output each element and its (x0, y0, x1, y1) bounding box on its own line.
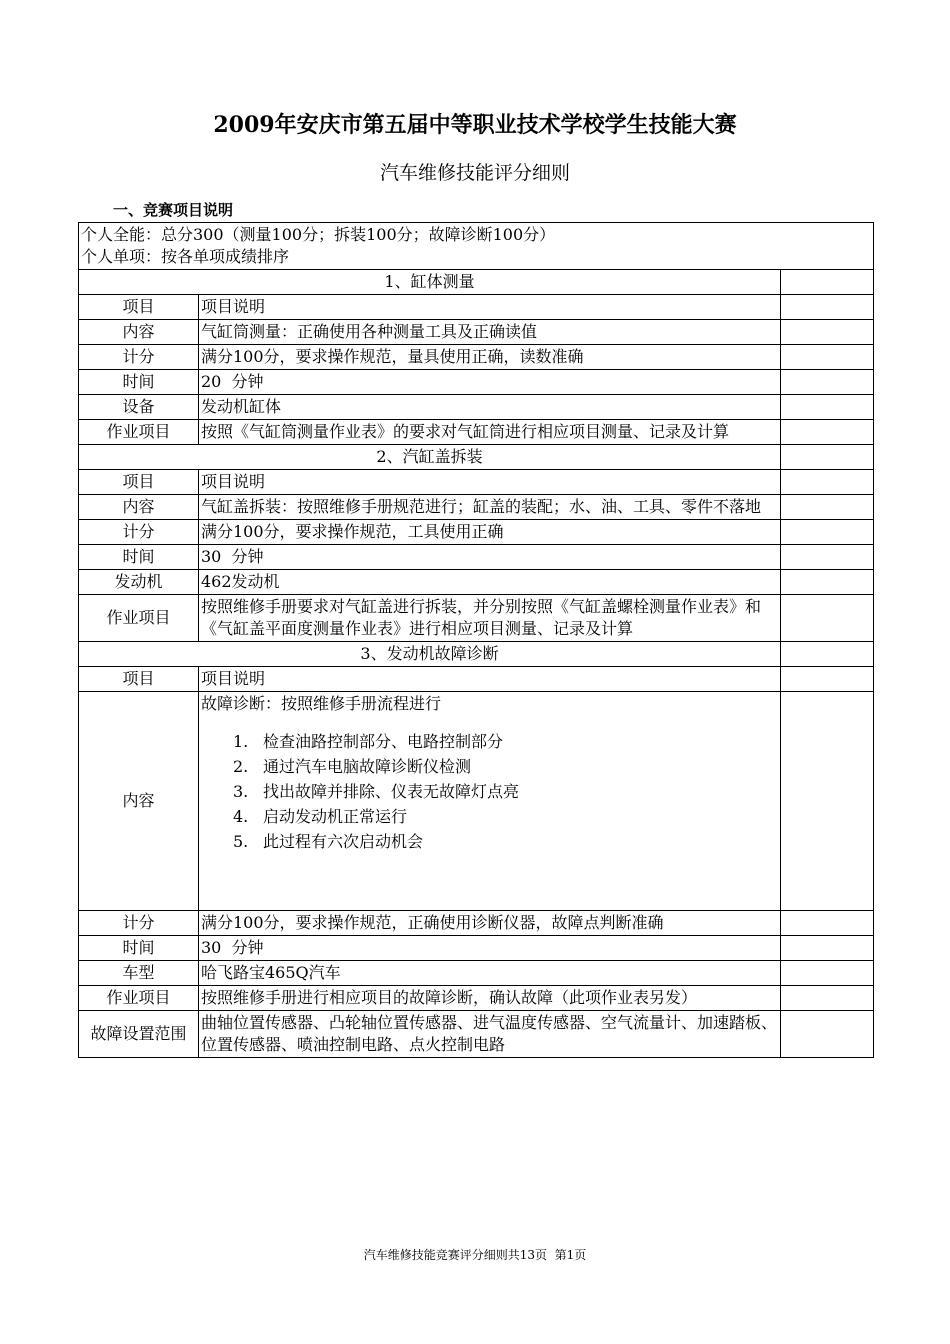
row-label: 设备 (79, 395, 199, 420)
intro-row (79, 223, 874, 270)
row-label: 项目 (79, 470, 199, 495)
table-row (79, 495, 874, 520)
row-label: 作业项目 (79, 420, 199, 445)
procedure-list (201, 729, 778, 854)
table-row (79, 420, 874, 445)
row-text: 气缸盖拆装：按照维修手册规范进行；缸盖的装配；水、油、工具、零件不落地 (199, 495, 781, 520)
intro-line-single: 个人单项：按各单项成绩排序 (81, 247, 290, 266)
row-text: 满分100分，要求操作规范，正确使用诊断仪器，故障点判断准确 (199, 911, 781, 936)
row-text: 满分100分，要求操作规范，量具使用正确，读数准确 (199, 345, 781, 370)
section-header-row (79, 445, 874, 470)
table-row (79, 545, 874, 570)
list-item: 1. 检查油路控制部分、电路控制部分 (233, 732, 504, 751)
section-heading: 一、竞赛项目说明 (113, 201, 234, 219)
table-row (79, 936, 874, 961)
table-row (79, 570, 874, 595)
row-label: 作业项目 (79, 595, 199, 642)
row-text: 故障诊断：按照维修手册流程进行 (201, 694, 442, 713)
row-text: 按照维修手册要求对气缸盖进行拆装，并分别按照《气缸盖螺栓测量作业表》和《气缸盖平面度测量作业表》进行相应项目测量、记录及计算 (199, 595, 781, 642)
row-text: 按照维修手册进行相应项目的故障诊断，确认故障（此项作业表另发） (199, 986, 781, 1011)
row-label: 计分 (79, 520, 199, 545)
row-text-with-list (199, 692, 781, 911)
row-label: 发动机 (79, 570, 199, 595)
row-text: 哈飞路宝465Q汽车 (199, 961, 781, 986)
row-text: 按照《气缸筒测量作业表》的要求对气缸筒进行相应项目测量、记录及计算 (199, 420, 781, 445)
row-text: 项目说明 (199, 295, 781, 320)
row-label: 项目 (79, 295, 199, 320)
row-label: 时间 (79, 370, 199, 395)
row-label: 时间 (79, 545, 199, 570)
page-footer: 汽车维修技能竞赛评分细则共13页 第1页 (363, 1248, 587, 1262)
row-text: 项目说明 (199, 667, 781, 692)
row-label: 内容 (79, 495, 199, 520)
table-row (79, 692, 874, 911)
section-header: 1、缸体测量 (79, 270, 781, 295)
table-row (79, 961, 874, 986)
row-label: 故障设置范围 (79, 1011, 199, 1058)
row-text: 满分100分，要求操作规范，工具使用正确 (199, 520, 781, 545)
row-text: 30 分钟 (199, 936, 781, 961)
row-text: 发动机缸体 (199, 395, 781, 420)
table-row (79, 595, 874, 642)
row-text: 气缸筒测量：正确使用各种测量工具及正确读值 (199, 320, 781, 345)
row-label: 项目 (79, 667, 199, 692)
table-row (79, 520, 874, 545)
row-text: 462发动机 (199, 570, 781, 595)
list-item: 4. 启动发动机正常运行 (233, 807, 408, 826)
table-row (79, 667, 874, 692)
list-item: 2. 通过汽车电脑故障诊断仪检测 (233, 757, 472, 776)
table-row (79, 395, 874, 420)
list-item: 3. 找出故障并排除、仪表无故障灯点亮 (233, 782, 520, 801)
document-title: 2009年安庆市第五届中等职业技术学校学生技能大赛 (213, 112, 737, 138)
section-header: 3、发动机故障诊断 (79, 642, 781, 667)
row-label: 计分 (79, 911, 199, 936)
table-row (79, 986, 874, 1011)
intro-line-total: 个人全能：总分300（测量100分；拆装100分；故障诊断100分） (81, 225, 556, 244)
intro-cell (79, 223, 874, 270)
row-label: 内容 (79, 320, 199, 345)
table-row (79, 1011, 874, 1058)
table-row (79, 470, 874, 495)
table-row (79, 320, 874, 345)
row-text: 30 分钟 (199, 545, 781, 570)
table-row (79, 295, 874, 320)
table-row (79, 345, 874, 370)
list-item: 5. 此过程有六次启动机会 (233, 832, 424, 851)
section-header: 2、汽缸盖拆装 (79, 445, 781, 470)
row-text: 20 分钟 (199, 370, 781, 395)
section-header-row (79, 270, 874, 295)
row-text: 曲轴位置传感器、凸轮轴位置传感器、进气温度传感器、空气流量计、加速踏板、位置传感器、喷油控制电路、点火控制电路 (199, 1011, 781, 1058)
document-subtitle: 汽车维修技能评分细则 (379, 162, 570, 184)
row-label: 车型 (79, 961, 199, 986)
section-header-row (79, 642, 874, 667)
row-label: 内容 (79, 692, 199, 911)
row-label: 计分 (79, 345, 199, 370)
row-label: 作业项目 (79, 986, 199, 1011)
scoring-table (78, 222, 874, 1058)
row-text: 项目说明 (199, 470, 781, 495)
table-row (79, 911, 874, 936)
table-row (79, 370, 874, 395)
row-label: 时间 (79, 936, 199, 961)
